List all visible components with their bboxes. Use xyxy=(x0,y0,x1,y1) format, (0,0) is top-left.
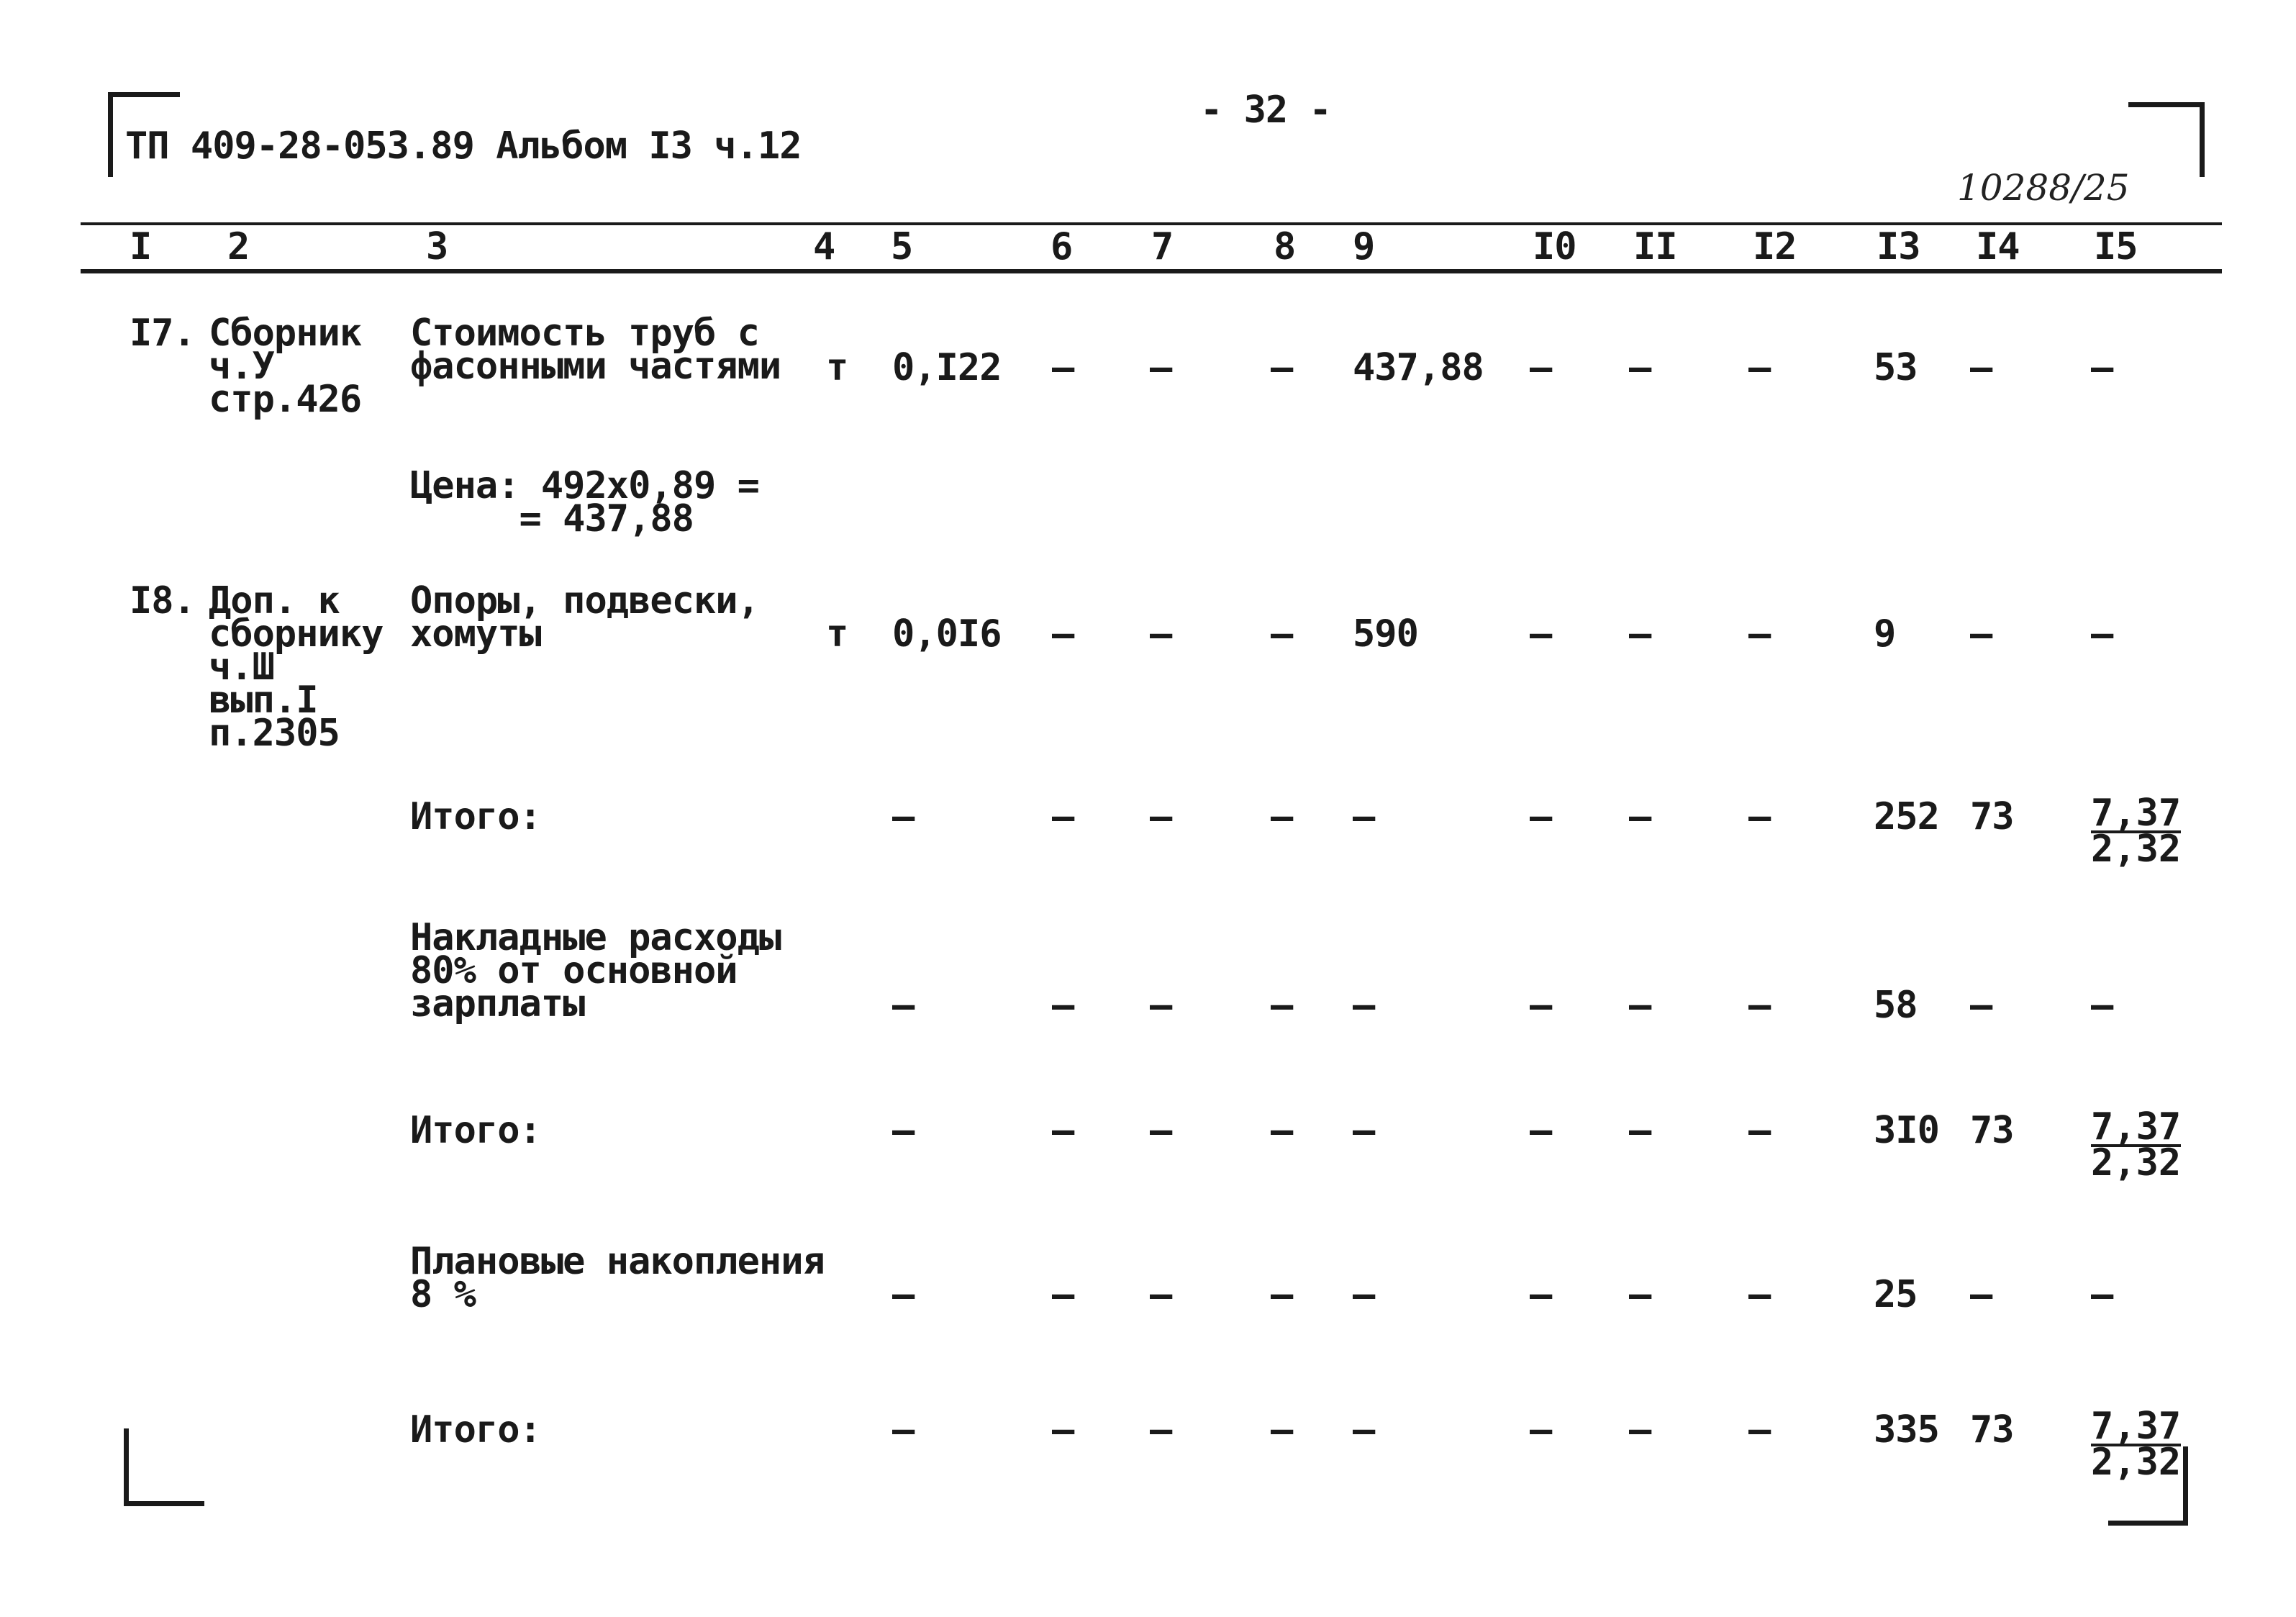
source-line: Сборник xyxy=(209,312,362,355)
description-line: Цена: 492х0,89 = xyxy=(410,464,759,507)
cell-col14: 73 xyxy=(1970,1109,2014,1152)
cell-col9: – xyxy=(1353,795,1375,838)
cell-col5: – xyxy=(892,984,915,1027)
cell-col15-fraction xyxy=(2091,1105,2182,1185)
corner-mark-bottom-left-vertical xyxy=(124,1428,129,1506)
row-number: I7. xyxy=(130,312,195,355)
cell-col6: – xyxy=(1052,795,1074,838)
column-header: 6 xyxy=(1051,225,1073,268)
cell-col8: – xyxy=(1271,1273,1293,1316)
corner-mark-bottom-left-horizontal xyxy=(124,1501,204,1506)
row-number: I8. xyxy=(130,579,195,622)
source-line: Доп. к xyxy=(209,579,340,622)
cell-col8: – xyxy=(1271,1408,1293,1451)
description-line: Плановые накопления xyxy=(410,1240,825,1283)
cell-col12: – xyxy=(1748,984,1771,1027)
cell-col13: 9 xyxy=(1874,612,1896,656)
cell-col9: – xyxy=(1353,1408,1375,1451)
column-header: I5 xyxy=(2094,225,2138,268)
cell-col9: 590 xyxy=(1353,612,1418,656)
cell-col15-fraction xyxy=(2091,792,2182,871)
cell-col10: – xyxy=(1530,612,1552,656)
cell-col5: – xyxy=(892,795,915,838)
cell-col15: – xyxy=(2091,612,2113,656)
fraction-denominator: 2,32 xyxy=(2091,1441,2182,1484)
cell-col10: – xyxy=(1530,1408,1552,1451)
cell-col11: – xyxy=(1629,612,1651,656)
description-line: 80% от основной xyxy=(410,949,738,992)
column-header: I xyxy=(130,225,152,268)
cell-col5: 0,I22 xyxy=(892,346,1002,389)
cell-col6: – xyxy=(1052,984,1074,1027)
cell-col13: 252 xyxy=(1874,795,1939,838)
cell-col7: – xyxy=(1150,984,1172,1027)
cell-col6: – xyxy=(1052,1273,1074,1316)
document-code: ТП 409-28-053.89 Альбом I3 ч.12 xyxy=(125,124,802,168)
description-line: = 437,88 xyxy=(410,497,694,540)
cell-col12: – xyxy=(1748,1273,1771,1316)
cell-col7: – xyxy=(1150,346,1172,389)
column-header: 5 xyxy=(891,225,913,268)
cell-col10: – xyxy=(1530,1273,1552,1316)
cell-col5: – xyxy=(892,1408,915,1451)
cell-col6: – xyxy=(1052,1109,1074,1152)
cell-col8: – xyxy=(1271,1109,1293,1152)
cell-col7: – xyxy=(1150,795,1172,838)
cell-col9: – xyxy=(1353,1109,1375,1152)
cell-col6: – xyxy=(1052,1408,1074,1451)
column-header: I3 xyxy=(1877,225,1920,268)
cell-col5: 0,0I6 xyxy=(892,612,1002,656)
cell-col15-fraction xyxy=(2091,1405,2182,1484)
cell-col10: – xyxy=(1530,346,1552,389)
cell-col11: – xyxy=(1629,1109,1651,1152)
cell-col13: 335 xyxy=(1874,1408,1939,1451)
description-line: зарплаты xyxy=(410,982,585,1025)
cell-col15: – xyxy=(2091,984,2113,1027)
cell-col7: – xyxy=(1150,612,1172,656)
fraction-numerator: 7,37 xyxy=(2091,1105,2182,1149)
cell-col7: – xyxy=(1150,1109,1172,1152)
column-header: 2 xyxy=(227,225,250,268)
cell-col8: – xyxy=(1271,795,1293,838)
cell-col12: – xyxy=(1748,346,1771,389)
cell-col10: – xyxy=(1530,795,1552,838)
column-header: I4 xyxy=(1976,225,2020,268)
cell-col13: 25 xyxy=(1874,1273,1918,1316)
cell-col12: – xyxy=(1748,1109,1771,1152)
source-line: ч.Ш xyxy=(209,646,274,689)
column-header: 3 xyxy=(426,225,448,268)
description-line: Стоимость труб с xyxy=(410,312,759,355)
corner-mark-top-right-horizontal xyxy=(2128,102,2205,107)
corner-mark-top-right-vertical xyxy=(2200,102,2205,177)
source-line: ч.У xyxy=(209,345,274,388)
cell-col14: 73 xyxy=(1970,795,2014,838)
cell-col13: 3I0 xyxy=(1874,1109,1939,1152)
description-line: Опоры, подвески, xyxy=(410,579,759,622)
cell-col5: – xyxy=(892,1109,915,1152)
cell-col13: 58 xyxy=(1874,984,1918,1027)
cell-col12: – xyxy=(1748,1408,1771,1451)
cell-col14: – xyxy=(1970,612,1992,656)
unit-cell: т xyxy=(826,612,848,656)
source-line: сборнику xyxy=(209,612,384,656)
column-header: 9 xyxy=(1353,225,1375,268)
cell-col9: – xyxy=(1353,984,1375,1027)
cell-col6: – xyxy=(1052,612,1074,656)
cell-col12: – xyxy=(1748,612,1771,656)
source-line: п.2305 xyxy=(209,712,340,755)
cell-col11: – xyxy=(1629,984,1651,1027)
description-line: Итого: xyxy=(410,795,541,838)
cell-col10: – xyxy=(1530,1109,1552,1152)
corner-mark-top-left-vertical xyxy=(108,92,113,177)
cell-col14: – xyxy=(1970,984,1992,1027)
cell-col11: – xyxy=(1629,1408,1651,1451)
cell-col11: – xyxy=(1629,795,1651,838)
column-header: 4 xyxy=(813,225,835,268)
column-header: 7 xyxy=(1151,225,1174,268)
description-line: Итого: xyxy=(410,1109,541,1152)
handwritten-reference: 10288/25 xyxy=(1957,167,2130,209)
description-line: Накладные расходы xyxy=(410,916,781,959)
description-line: 8 % xyxy=(410,1273,476,1316)
corner-mark-bottom-right-horizontal xyxy=(2108,1521,2188,1526)
cell-col9: – xyxy=(1353,1273,1375,1316)
cell-col8: – xyxy=(1271,612,1293,656)
source-line: вып.I xyxy=(209,679,318,722)
cell-col12: – xyxy=(1748,795,1771,838)
cell-col11: – xyxy=(1629,346,1651,389)
fraction-denominator: 2,32 xyxy=(2091,1141,2182,1185)
cell-col7: – xyxy=(1150,1408,1172,1451)
cell-col14: – xyxy=(1970,346,1992,389)
cell-col13: 53 xyxy=(1874,346,1918,389)
cell-col14: – xyxy=(1970,1273,1992,1316)
cell-col10: – xyxy=(1530,984,1552,1027)
column-header: II xyxy=(1633,225,1677,268)
cell-col11: – xyxy=(1629,1273,1651,1316)
column-header: I2 xyxy=(1753,225,1797,268)
fraction-numerator: 7,37 xyxy=(2091,1405,2182,1448)
cell-col8: – xyxy=(1271,346,1293,389)
cell-col14: 73 xyxy=(1970,1408,2014,1451)
cell-col15: – xyxy=(2091,1273,2113,1316)
page-number: - 32 - xyxy=(1200,89,1331,132)
source-line: стр.426 xyxy=(209,378,362,421)
cell-col9: 437,88 xyxy=(1353,346,1484,389)
cell-col6: – xyxy=(1052,346,1074,389)
description-line: фасонными частями xyxy=(410,345,781,388)
description-line: Итого: xyxy=(410,1408,541,1451)
cell-col5: – xyxy=(892,1273,915,1316)
corner-mark-bottom-right-vertical xyxy=(2183,1446,2188,1526)
cell-col15: – xyxy=(2091,346,2113,389)
cell-col7: – xyxy=(1150,1273,1172,1316)
column-header: 8 xyxy=(1274,225,1296,268)
header-bottom-rule xyxy=(81,269,2222,273)
fraction-numerator: 7,37 xyxy=(2091,792,2182,835)
column-header: I0 xyxy=(1533,225,1576,268)
description-line: хомуты xyxy=(410,612,541,656)
corner-mark-top-left-horizontal xyxy=(108,92,180,97)
fraction-denominator: 2,32 xyxy=(2091,828,2182,871)
unit-cell: т xyxy=(826,346,848,389)
cell-col8: – xyxy=(1271,984,1293,1027)
